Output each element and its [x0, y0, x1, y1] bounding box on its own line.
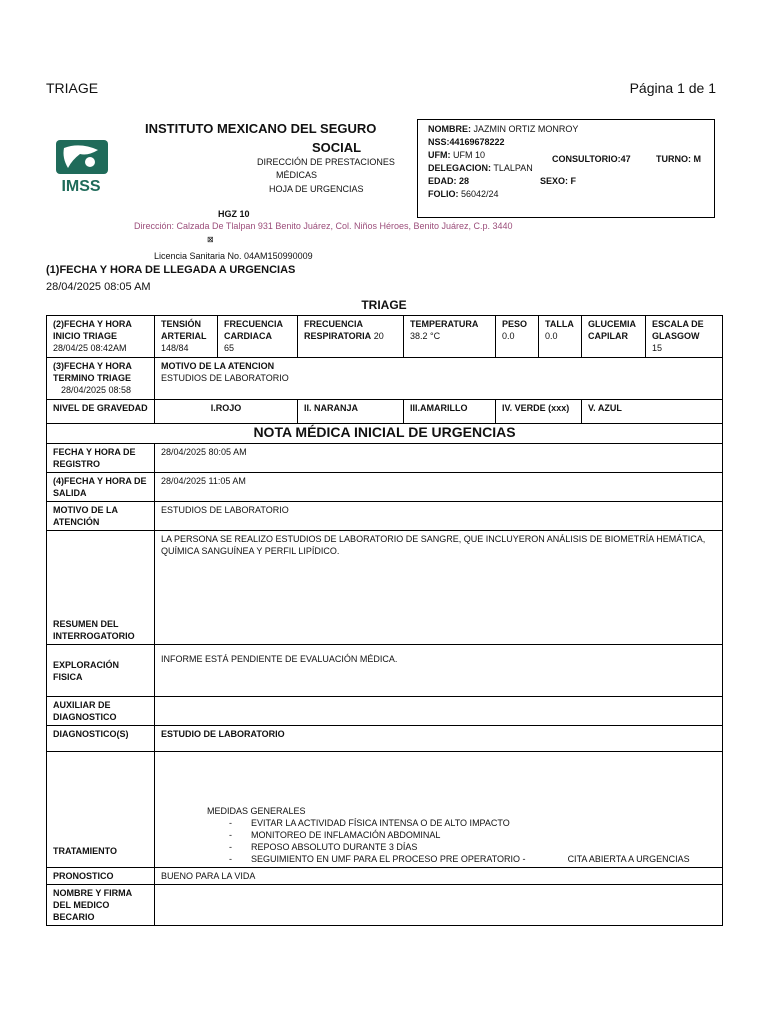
page-number: Página 1 de 1 [629, 80, 716, 96]
patient-folio: 56042/24 [461, 189, 499, 199]
nivel-amarillo: III.AMARILLO [404, 400, 496, 424]
nivel-azul: V. AZUL [582, 400, 723, 424]
arrival-value: 28/04/2025 08:05 AM [46, 281, 151, 293]
patient-turno: TURNO: M [656, 154, 701, 164]
auxiliar-value [155, 697, 723, 726]
nivel-verde: IV. VERDE (xxx) [496, 400, 582, 424]
pronostico-label: PRONOSTICO [47, 868, 155, 885]
pronostico-value: BUENO PARA LA VIDA [155, 868, 723, 885]
svg-text:IMSS: IMSS [61, 178, 101, 195]
patient-consultorio: CONSULTORIO:47 [552, 154, 631, 164]
checkbox-glyph: ⊠ [207, 235, 214, 244]
tratamiento-item: - SEGUIMIENTO EN UMF PARA EL PROCESO PRE OPERATORIO - CITA ABIERTA A URGENCIAS [229, 854, 690, 864]
direction-line-2: MÉDICAS [276, 170, 318, 180]
diagnostico-label: DIAGNOSTICO(S) [47, 726, 155, 752]
document-title: TRIAGE [46, 80, 99, 96]
motivo-label: MOTIVO DE LA ATENCIÓN [47, 502, 155, 531]
tratamiento-item: - EVITAR LA ACTIVIDAD FÍSICA INTENSA O DE ALTO IMPACTO [229, 818, 510, 828]
nivel-rojo: I.ROJO [155, 400, 298, 424]
resumen-value: LA PERSONA SE REALIZO ESTUDIOS DE LABORATORIO DE SANGRE, QUE INCLUYERON ANÁLISIS DE BIOMETRÍA HEMÁTICA, QUÍMICA SANGUÍNEA Y PERFIL LIPÍDICO. [155, 531, 723, 645]
institution-name-1: INSTITUTO MEXICANO DEL SEGURO [145, 121, 377, 136]
institution-name-2: SOCIAL [312, 140, 362, 155]
tension-cell: TENSIÓN ARTERIAL 148/84 [155, 316, 218, 358]
tratamiento-value: MEDIDAS GENERALES - EVITAR LA ACTIVIDAD FÍSICA INTENSA O DE ALTO IMPACTO - MONITOREO DE INFLAMACIÓN ABDOMINAL - REPOSO ABSOLUTO DURANTE 3 DÍAS - SEGUIMIENTO EN UMF PARA EL PROCESO PRE OPERATORIO - CITA ABIERTA A URGENCIAS [155, 752, 723, 868]
hospital-address: Dirección: Calzada De Tlalpan 931 Benito Juárez, Col. Niños Héroes, Benito Juárez, C.p. 3440 [134, 221, 513, 231]
salida-value: 28/04/2025 11:05 AM [155, 473, 723, 502]
patient-sexo: SEXO: F [540, 176, 577, 186]
salida-label: (4)FECHA Y HORA DE SALIDA [47, 473, 155, 502]
motivo-triage-cell: MOTIVO DE LA ATENCION ESTUDIOS DE LABORATORIO [155, 358, 723, 400]
patient-name: JAZMIN ORTIZ MONROY [473, 124, 579, 134]
firma-label: NOMBRE Y FIRMA DEL MEDICO BECARIO [47, 885, 155, 926]
glasgow-cell: ESCALA DE GLASGOW 15 [646, 316, 723, 358]
hospital-code: HGZ 10 [218, 209, 250, 219]
peso-cell: PESO 0.0 [496, 316, 539, 358]
patient-delegacion: TLALPAN [493, 163, 533, 173]
auxiliar-label: AUXILIAR DE DIAGNOSTICO [47, 697, 155, 726]
exploracion-label: EXPLORACIÓN FISICA [47, 645, 155, 697]
arrival-title: (1)FECHA Y HORA DE LLEGADA A URGENCIAS [46, 264, 296, 276]
imss-logo [50, 140, 112, 198]
fr-cell: FRECUENCIA RESPIRATORIA 20 [298, 316, 404, 358]
nivel-gravedad-label: NIVEL DE GRAVEDAD [47, 400, 155, 424]
triage-heading: TRIAGE [361, 298, 407, 312]
diagnostico-value: ESTUDIO DE LABORATORIO [155, 726, 723, 752]
triage-table [46, 315, 723, 926]
resumen-label: RESUMEN DEL INTERROGATORIO [47, 531, 155, 645]
nota-heading: NOTA MÉDICA INICIAL DE URGENCIAS [47, 424, 723, 444]
termino-triage-cell: (3)FECHA Y HORA TERMINO TRIAGE 28/04/2025 08:58 [47, 358, 155, 400]
cita-abierta: CITA ABIERTA A URGENCIAS [567, 854, 690, 864]
registro-label: FECHA Y HORA DE REGISTRO [47, 444, 155, 473]
registro-value: 28/04/2025 80:05 AM [155, 444, 723, 473]
direction-line-3: HOJA DE URGENCIAS [269, 184, 364, 194]
temp-cell: TEMPERATURA 38.2 °C [404, 316, 496, 358]
fc-cell: FRECUENCIA CARDIACA 65 [218, 316, 298, 358]
patient-ufm: UFM 10 [453, 150, 486, 160]
direction-line-1: DIRECCIÓN DE PRESTACIONES [257, 157, 395, 167]
patient-nss: NSS:44169678222 [428, 137, 505, 147]
firma-value [155, 885, 723, 926]
patient-info-box: NOMBRE: JAZMIN ORTIZ MONROY NSS:44169678222 UFM: UFM 10 CONSULTORIO:47 TURNO: M DELEGACION: TLALPAN EDAD: 28 SEXO: F FOLIO: 56042/24 [417, 119, 715, 218]
tratamiento-item: - MONITOREO DE INFLAMACIÓN ABDOMINAL [229, 830, 441, 840]
talla-cell: TALLA 0.0 [539, 316, 582, 358]
nivel-naranja: II. NARANJA [298, 400, 404, 424]
exploracion-value: INFORME ESTÁ PENDIENTE DE EVALUACIÓN MÉDICA. [155, 645, 723, 697]
motivo-value: ESTUDIOS DE LABORATORIO [155, 502, 723, 531]
tratamiento-label: TRATAMIENTO [47, 752, 155, 868]
glucemia-cell: GLUCEMIA CAPILAR [582, 316, 646, 358]
inicio-triage-cell: (2)FECHA Y HORA INICIO TRIAGE 28/04/25 08:42AM [47, 316, 155, 358]
tratamiento-item: - REPOSO ABSOLUTO DURANTE 3 DÍAS [229, 842, 418, 852]
patient-edad: EDAD: 28 [428, 176, 470, 186]
sanitary-license: Licencia Sanitaria No. 04AM150990009 [154, 251, 313, 261]
